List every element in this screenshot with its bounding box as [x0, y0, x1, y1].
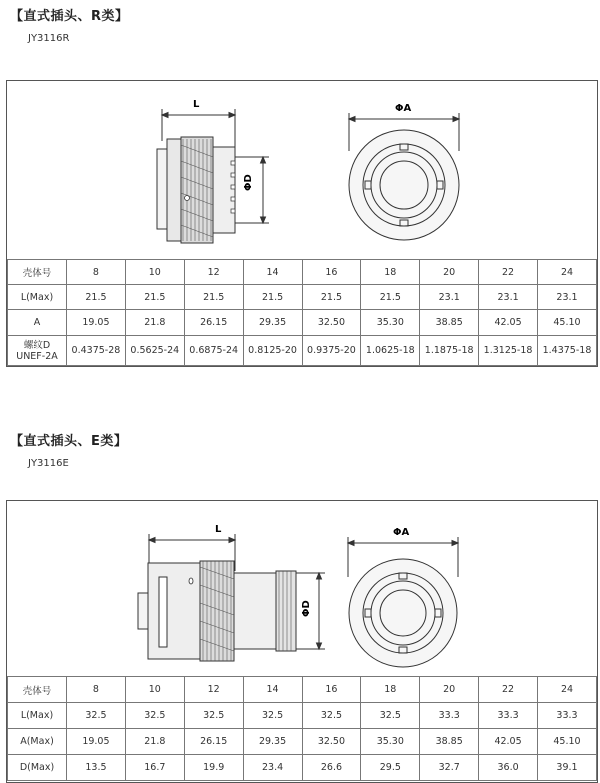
section-e-model: JY3116E — [28, 458, 69, 469]
table-cell: 21.5 — [243, 285, 302, 310]
table-cell: 33.3 — [538, 703, 597, 729]
table-cell: 29.35 — [243, 310, 302, 336]
shell-size-cell: 10 — [125, 260, 184, 285]
table-cell: 16.7 — [125, 755, 184, 781]
table-cell: 32.5 — [243, 703, 302, 729]
connector-r-drawing — [7, 81, 597, 259]
table-cell: 1.0625-18 — [361, 336, 420, 366]
row-label — [8, 336, 67, 366]
row-label: D(Max) — [8, 755, 67, 781]
table-cell: 23.4 — [243, 755, 302, 781]
table-cell: 26.15 — [184, 310, 243, 336]
shell-size-cell: 18 — [361, 260, 420, 285]
dim-d-label: ΦD — [301, 600, 312, 617]
table-cell: 23.1 — [538, 285, 597, 310]
table-cell: 19.05 — [67, 729, 126, 755]
table-row — [8, 755, 597, 781]
table-cell: 32.50 — [302, 729, 361, 755]
table-cell: 39.1 — [538, 755, 597, 781]
table-cell: 32.5 — [125, 703, 184, 729]
table-cell: 0.8125-20 — [243, 336, 302, 366]
shell-size-cell: 12 — [184, 677, 243, 703]
table-cell: 21.5 — [67, 285, 126, 310]
shell-size-cell: 18 — [361, 677, 420, 703]
table-cell: 32.7 — [420, 755, 479, 781]
table-header-label: 壳体号 — [8, 260, 67, 285]
table-cell: 42.05 — [479, 729, 538, 755]
table-cell: 21.8 — [125, 729, 184, 755]
section-r-frame — [6, 80, 598, 367]
table-row — [8, 285, 597, 310]
table-header-row — [8, 677, 597, 703]
shell-size-cell: 12 — [184, 260, 243, 285]
table-cell: 1.1875-18 — [420, 336, 479, 366]
shell-size-cell: 22 — [479, 677, 538, 703]
table-cell: 21.5 — [125, 285, 184, 310]
table-cell: 32.50 — [302, 310, 361, 336]
table-row — [8, 729, 597, 755]
table-cell: 42.05 — [479, 310, 538, 336]
table-cell: 35.30 — [361, 729, 420, 755]
table-cell: 0.6875-24 — [184, 336, 243, 366]
table-cell: 32.5 — [361, 703, 420, 729]
table-cell: 33.3 — [479, 703, 538, 729]
shell-size-cell: 10 — [125, 677, 184, 703]
table-cell: 19.9 — [184, 755, 243, 781]
shell-size-cell: 8 — [67, 677, 126, 703]
spec-table-r — [7, 259, 597, 366]
table-cell: 45.10 — [538, 310, 597, 336]
table-cell: 23.1 — [479, 285, 538, 310]
row-label: L(Max) — [8, 285, 67, 310]
shell-size-cell: 14 — [243, 677, 302, 703]
section-e-drawing — [7, 501, 597, 676]
row-label-line1: 螺纹D — [23, 339, 51, 351]
table-row — [8, 703, 597, 729]
table-cell: 19.05 — [67, 310, 126, 336]
table-cell: 32.5 — [67, 703, 126, 729]
shell-size-cell: 22 — [479, 260, 538, 285]
shell-size-cell: 14 — [243, 260, 302, 285]
table-cell: 33.3 — [420, 703, 479, 729]
table-cell: 36.0 — [479, 755, 538, 781]
table-cell: 21.5 — [361, 285, 420, 310]
row-label: A(Max) — [8, 729, 67, 755]
table-row — [8, 336, 597, 366]
shell-size-cell: 24 — [538, 677, 597, 703]
dim-a-label: ΦA — [395, 103, 412, 114]
table-cell: 29.35 — [243, 729, 302, 755]
section-r-model: JY3116R — [28, 33, 70, 44]
table-cell: 1.4375-18 — [538, 336, 597, 366]
table-cell: 21.8 — [125, 310, 184, 336]
table-cell: 0.4375-28 — [67, 336, 126, 366]
row-label: A — [8, 310, 67, 336]
table-cell: 23.1 — [420, 285, 479, 310]
table-cell: 21.5 — [302, 285, 361, 310]
table-cell: 38.85 — [420, 729, 479, 755]
dim-d-label: ΦD — [243, 174, 254, 191]
table-cell: 21.5 — [184, 285, 243, 310]
dim-l-label: L — [193, 99, 200, 110]
table-cell: 32.5 — [184, 703, 243, 729]
table-cell: 13.5 — [67, 755, 126, 781]
table-cell: 1.3125-18 — [479, 336, 538, 366]
row-label: L(Max) — [8, 703, 67, 729]
shell-size-cell: 16 — [302, 260, 361, 285]
table-cell: 32.5 — [302, 703, 361, 729]
connector-e-drawing — [7, 501, 597, 676]
shell-size-cell: 16 — [302, 677, 361, 703]
shell-size-cell: 8 — [67, 260, 126, 285]
spec-table-e — [7, 676, 597, 781]
section-e-title: 【直式插头、E类】 — [10, 434, 128, 449]
table-cell: 0.5625-24 — [125, 336, 184, 366]
table-cell: 29.5 — [361, 755, 420, 781]
shell-size-cell: 20 — [420, 260, 479, 285]
table-cell: 26.15 — [184, 729, 243, 755]
table-cell: 38.85 — [420, 310, 479, 336]
table-header-label: 壳体号 — [8, 677, 67, 703]
table-cell: 45.10 — [538, 729, 597, 755]
table-row — [8, 310, 597, 336]
section-r-title: 【直式插头、R类】 — [10, 9, 129, 24]
table-cell: 26.6 — [302, 755, 361, 781]
dim-l-label: L — [215, 524, 222, 535]
section-e-frame — [6, 500, 598, 783]
dim-a-label: ΦA — [393, 527, 410, 538]
table-cell: 0.9375-20 — [302, 336, 361, 366]
row-label-line2: UNEF-2A — [16, 350, 58, 362]
shell-size-cell: 24 — [538, 260, 597, 285]
section-r-drawing — [7, 81, 597, 259]
table-cell: 35.30 — [361, 310, 420, 336]
table-header-row — [8, 260, 597, 285]
shell-size-cell: 20 — [420, 677, 479, 703]
